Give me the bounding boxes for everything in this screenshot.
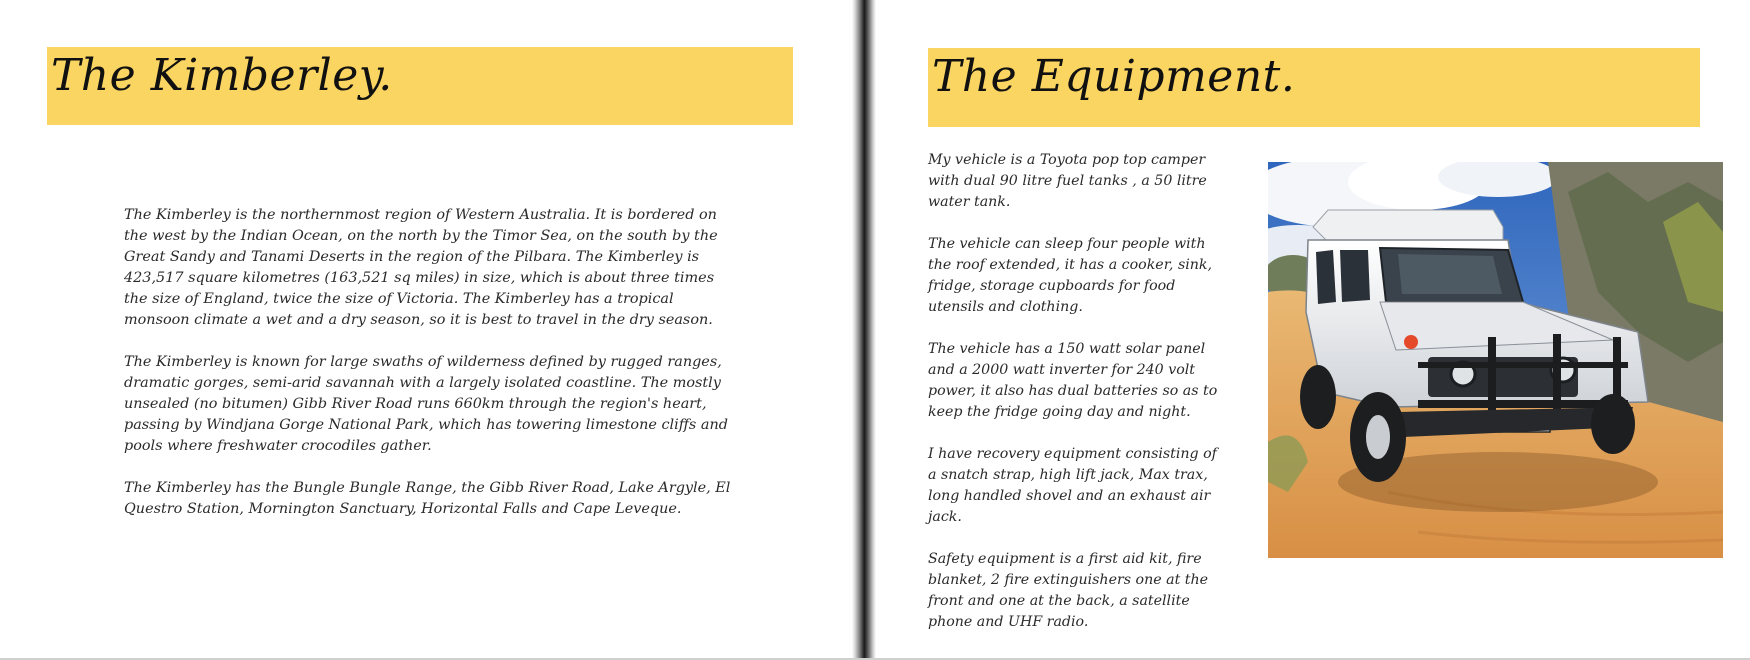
vehicle-photo [1268, 162, 1723, 558]
vehicle-photo-illustration [1268, 162, 1723, 558]
page-title-equipment: The Equipment. [932, 51, 1296, 102]
equipment-paragraph-3: The vehicle has a 150 watt solar panel and a 2000 watt inverter for 240 volt power, it also has dual batteries so as to keep the fridge going day and night. [928, 341, 1218, 420]
title-band-kimberley [47, 47, 793, 125]
equipment-paragraph-5: Safety equipment is a first aid kit, fire blanket, 2 fire extinguishers one at the front and one at the back, a satellite phone and UHF radio. [928, 551, 1209, 630]
equipment-body-text [928, 150, 1218, 654]
kimberley-body-text [124, 205, 736, 541]
right-page [876, 0, 1750, 660]
title-band-equipment [928, 48, 1700, 127]
page-title-kimberley: The Kimberley. [51, 50, 393, 101]
kimberley-paragraph-2: The Kimberley is known for large swaths of wilderness defined by rugged ranges, dramatic gorges, semi-arid savannah with a largely isolated coastline. The mostly unsealed (no bitumen) Gibb River Road runs 660km through the region's heart, passing by Windjana Gorge National Park, which has towering limestone cliffs and pools where freshwater crocodiles gather. [124, 354, 728, 454]
kimberley-paragraph-1: The Kimberley is the northernmost region of Western Australia. It is bordered on the west by the Indian Ocean, on the north by the Timor Sea, on the south by the Great Sandy and Tanami Deserts in the region of the Pilbara. The Kimberley is 423,517 square kilometres (163,521 sq miles) in size, which is about three times the size of England, twice the size of Victoria. The Kimberley has a tropical monsoon climate a wet and a dry season, so it is best to travel in the dry season. [124, 207, 718, 328]
left-page [0, 0, 852, 660]
kimberley-paragraph-3: The Kimberley has the Bungle Bungle Range, the Gibb River Road, Lake Argyle, El Questro Station, Mornington Sanctuary, Horizontal Falls and Cape Leveque. [124, 480, 731, 517]
book-spine [852, 0, 876, 660]
equipment-paragraph-1: My vehicle is a Toyota pop top camper with dual 90 litre fuel tanks , a 50 litre water tank. [928, 152, 1207, 210]
equipment-paragraph-2: The vehicle can sleep four people with the roof extended, it has a cooker, sink, fridge, storage cupboards for food utensils and clothing. [928, 236, 1213, 315]
equipment-paragraph-4: I have recovery equipment consisting of a snatch strap, high lift jack, Max trax, long handled shovel and an exhaust air jack. [928, 446, 1217, 525]
